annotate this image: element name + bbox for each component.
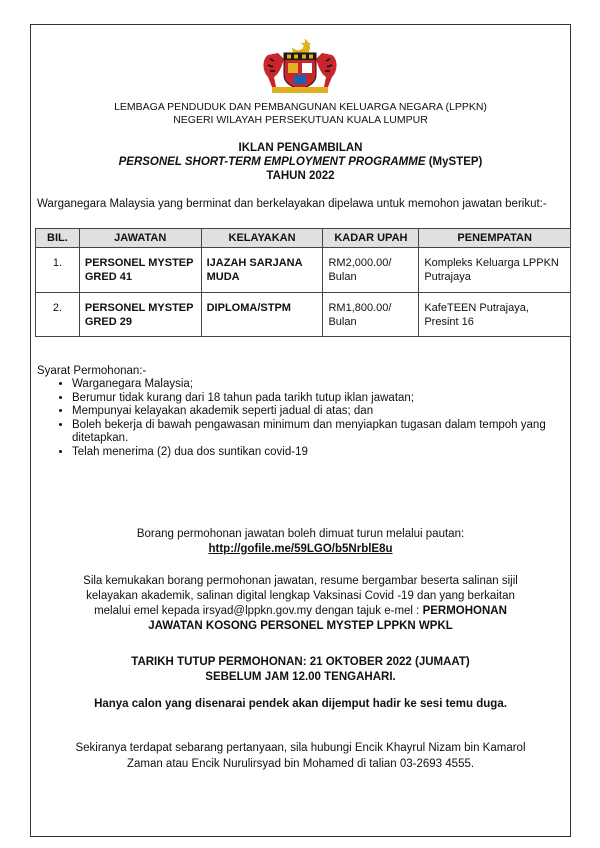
cell-kadar-upah: RM1,800.00/ Bulan (323, 293, 419, 337)
title-line-3: TAHUN 2022 (266, 170, 335, 182)
col-header-penempatan: PENEMPATAN (419, 229, 571, 248)
list-item: • Boleh bekerja di bawah pengawasan minimum dan menyiapkan tugasan dalam tempoh yang ditetapkan. (72, 419, 584, 446)
download-section (30, 527, 571, 557)
title-programme-abbr: (MySTEP) (425, 156, 483, 168)
cell-bil: 1. (36, 248, 80, 293)
table-header-row (36, 229, 571, 248)
intro-paragraph: Warganegara Malaysia yang berminat dan berkelayakan dipelawa untuk memohon jawatan berikut:- (37, 198, 547, 210)
shortlist-notice: Hanya calon yang disenarai pendek akan dijemput hadir ke sesi temu duga. (94, 698, 507, 710)
cell-jawatan: PERSONEL MYSTEP GRED 29 (79, 293, 201, 337)
closing-date-line-1: TARIKH TUTUP PERMOHONAN: 21 OKTOBER 2022 (JUMAAT) (131, 656, 470, 668)
submission-text: Sila kemukakan borang permohonan jawatan, resume bergambar beserta salinan sijil kelayakan akademik, salinan digital lengkap Vaksinasi Covid -19 dan yang berkaitan melalui emel kepada irsyad@lppkn.gov.my dengan tajuk e-mel : (83, 575, 518, 617)
cell-penempatan: KafeTEEN Putrajaya, Presint 16 (419, 293, 571, 337)
requirements-list (58, 378, 584, 459)
cell-kelayakan: IJAZAH SARJANA MUDA (201, 248, 323, 293)
cell-jawatan: PERSONEL MYSTEP GRED 41 (79, 248, 201, 293)
submission-paragraph (30, 574, 571, 634)
email-subject: PERMOHONAN JAWATAN KOSONG PERSONEL MYSTEP LPPKN WPKL (148, 605, 507, 632)
application-form-link[interactable]: http://gofile.me/59LGO/b5NrblE8u (208, 543, 393, 555)
table-row (36, 293, 571, 337)
cell-bil: 2. (36, 293, 80, 337)
list-item: • Berumur tidak kurang dari 18 tahun pada tarikh tutup iklan jawatan; (72, 392, 584, 406)
list-item: • Telah menerima (2) dua dos suntikan covid-19 (72, 446, 584, 460)
org-line-1: LEMBAGA PENDUDUK DAN PEMBANGUNAN KELUARGA NEGARA (LPPKN) (114, 101, 487, 113)
advert-title (30, 141, 571, 183)
col-header-bil: BIL. (36, 229, 80, 248)
table-row (36, 248, 571, 293)
list-item: • Mempunyai kelayakan akademik seperti jadual di atas; dan (72, 405, 584, 419)
closing-date (30, 655, 571, 685)
contact-paragraph: Sekiranya terdapat sebarang pertanyaan, sila hubungi Encik Khayrul Nizam bin Kamarol Zaman atau Encik Nurulirsyad bin Mohamed di talian 03-2693 4555. (75, 742, 526, 770)
title-programme-name: PERSONEL SHORT-TERM EMPLOYMENT PROGRAMME (118, 156, 426, 168)
title-line-1: IKLAN PENGAMBILAN (238, 142, 363, 154)
closing-date-line-2: SEBELUM JAM 12.00 TENGAHARI. (205, 671, 396, 683)
title-line-2 (30, 155, 571, 169)
col-header-kadar-upah: KADAR UPAH (323, 229, 419, 248)
download-text: Borang permohonan jawatan boleh dimuat turun melalui pautan: (136, 528, 465, 540)
requirements-heading: Syarat Permohonan:- (37, 365, 147, 377)
list-item: • Warganegara Malaysia; (72, 378, 584, 392)
coat-of-arms-icon (258, 37, 342, 95)
organisation-name (30, 101, 571, 127)
col-header-jawatan: JAWATAN (79, 229, 201, 248)
cell-penempatan: Kompleks Keluarga LPPKN Putrajaya (419, 248, 571, 293)
cell-kelayakan: DIPLOMA/STPM (201, 293, 323, 337)
cell-kadar-upah: RM2,000.00/ Bulan (323, 248, 419, 293)
col-header-kelayakan: KELAYAKAN (201, 229, 323, 248)
org-line-2: NEGERI WILAYAH PERSEKUTUAN KUALA LUMPUR (173, 114, 428, 126)
vacancy-table (35, 228, 571, 337)
